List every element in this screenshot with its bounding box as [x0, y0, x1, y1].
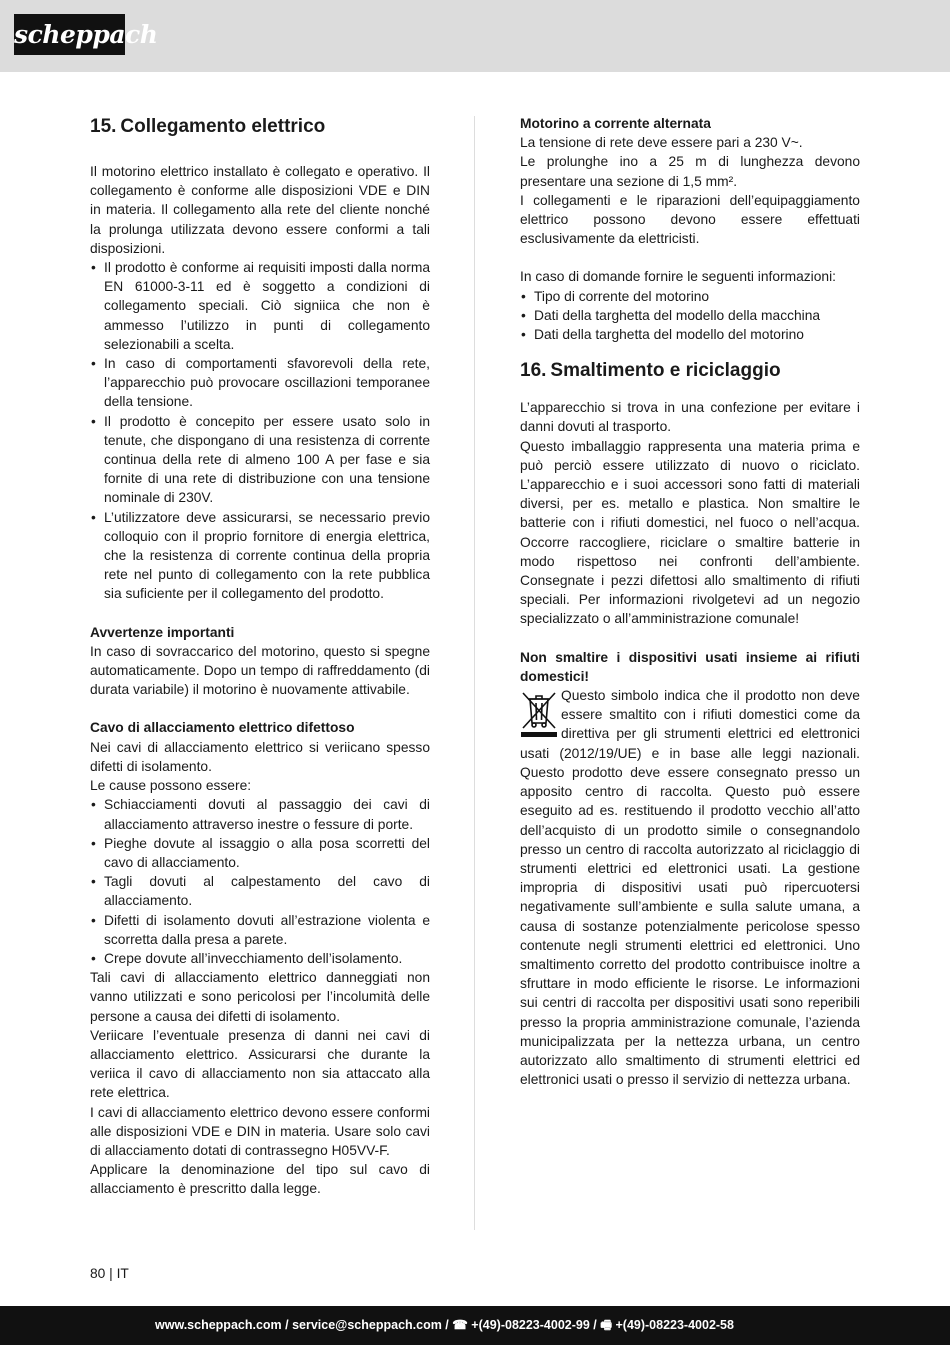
weee-block	[520, 686, 860, 1089]
column-divider	[474, 116, 475, 1230]
paragraph: In caso di domande fornire le seguenti informazioni:	[520, 269, 836, 285]
list-item: • Dati della targhetta del modello della macchina	[520, 306, 860, 325]
avvertenze-title: Avvertenze importanti	[90, 624, 235, 640]
paragraph: L’apparecchio si trova in una confezione per evitare i danni dovuti al trasporto.	[520, 400, 860, 435]
left-column	[90, 114, 430, 1199]
paragraph: La tensione di rete deve essere pari a 230 V~.	[520, 135, 803, 151]
paragraph: I cavi di allacciamento elettrico devono essere conformi alle disposizioni VDE e DIN in materia. Usare solo cavi di allacciamento dotati di contrassegno H05VV-F.	[90, 1104, 430, 1158]
list-item: • Pieghe dovute al issaggio o alla posa scorretti del cavo di allacciamento.	[90, 834, 430, 872]
list-item: • In caso di comportamenti sfavorevoli della rete, l’apparecchio può provocare oscillazioni temporanee della tensione.	[90, 354, 430, 412]
list-item: • Il prodotto è concepito per essere usato solo in tenute, che dispongano di una resistenza di corrente continua della rete di almeno 100 A per fase e sia fornite di una rete di distribuzione con una tensione nominale di 230V.	[90, 412, 430, 508]
list-item: • Tagli dovuti al calpestamento del cavo di allacciamento.	[90, 872, 430, 910]
motorino-title: Motorino a corrente alternata	[520, 116, 711, 131]
paragraph: Veriicare l’eventuale presenza di danni nei cavi di allacciamento elettrico. Assicurarsi che durante la veriica il cavo di allacciamento non sia attaccato alla rete elettrica.	[90, 1027, 430, 1101]
section-15-heading: 15. Collegamento elettrico	[90, 116, 326, 137]
section-16-heading: 16. Smaltimento e riciclaggio	[520, 360, 781, 382]
paragraph: Nei cavi di allacciamento elettrico si veriicano spesso difetti di isolamento.	[90, 739, 430, 774]
paragraph: I collegamenti e le riparazioni dell’equipaggiamento elettrico possono devono essere effettuati esclusivamente da elettricisti.	[520, 192, 860, 247]
requirements-list	[90, 258, 430, 604]
paragraph: Le prolunghe ino a 25 m di lunghezza devono presentare una sezione di 1,5 mm².	[520, 154, 860, 189]
list-item: • L’utilizzatore deve assicurarsi, se necessario previo colloquio con il proprio fornitore di energia elettrica, che la resistenza di corrente continua della propria rete nel punto di collegamento con la rete pubblica sia suficiente per il collegamento del prodotto.	[90, 508, 430, 604]
paragraph: Le cause possono essere:	[90, 778, 252, 794]
list-item: • Dati della targhetta del modello del motorino	[520, 325, 860, 344]
list-item: • Tipo di corrente del motorino	[520, 287, 860, 306]
avvertenze-text: In caso di sovraccarico del motorino, questo si spegne automaticamente. Dopo un tempo di raffreddamento (di durata variabile) il motorino è nuovamente attivabile.	[90, 643, 430, 698]
paragraph: Questo imballaggio rappresenta una materia prima e può perciò essere utilizzato di nuovo o riciclato. L’apparecchio e i suoi accessori sono fatti di materiali diversi, per es. metallo e plastica. Non smaltire le batterie con i rifiuti domestici, nel fuoco o nell’acqua. Occorre raccogliere, riciclare o smaltire batterie in modo rispettoso nei confronti dell’ambiente. Consegnate i pezzi difettosi allo smaltimento di rifiuti speciali. Per informazioni rivolgetevi ad un negozio specializzato o all’amministrazione comunale!	[520, 438, 860, 627]
scheppach-logo: scheppach	[14, 14, 125, 55]
warning-title: Non smaltire i dispositivi usati insieme ai rifiuti domestici!	[520, 649, 860, 684]
info-list	[520, 287, 860, 345]
crossed-bin-icon	[520, 690, 558, 738]
list-item: • Crepe dovute all’invecchiamento dell’isolamento.	[90, 949, 430, 968]
list-item: • Il prodotto è conforme ai requisiti imposti dalla norma EN 61000-3-11 ed è soggetto a condizioni di collegamento speciali. Ciò signiica che non è ammesso l’utilizzo in punti di collegamento selezionabili a scelta.	[90, 258, 430, 354]
weee-paragraph: Questo simbolo indica che il prodotto non deve essere smaltito con i rifiuti domestici come da direttiva per gli strumenti elettrici ed elettronici usati (2012/19/UE) e in base alle leggi nazionali. Questo prodotto deve essere consegnato presso un apposito centro di raccolta. Questo può essere eseguito ad es. restituendo il prodotto vecchio all’atto dell’acquisto di un prodotto simile o consegnandolo presso un centro di raccolta autorizzato al riciclaggio di strumenti elettrici ed elettronici usati. La gestione impropria di dispositivi usati può ripercuotersi negativamente sull’ambiente e sulla salute umana, a causa di sostanze potenzialmente pericolose spesso contenute negli strumenti elettrici ed elettronici. Uno smaltimento corretto del prodotto contribuisce inoltre a sfruttare in modo efficiente le risorse. Le informazioni sui centri di raccolta per dispositivi usati sono reperibili presso la propria amministrazione comunale, l’azienda municipalizzata per la nettezza urbana, un centro autorizzato allo smaltimento di strumenti elettrici ed elettronici usati o presso il servizio di nettezza urbana.	[520, 688, 860, 1088]
causes-list	[90, 795, 430, 968]
list-item: • Schiacciamenti dovuti al passaggio dei cavi di allacciamento attraverso inestre o fessure di porte.	[90, 795, 430, 833]
list-item: • Difetti di isolamento dovuti all’estrazione violenta e scorretta dalla presa a parete.	[90, 911, 430, 949]
page-footer	[0, 1306, 950, 1345]
paragraph: Applicare la denominazione del tipo sul cavo di allacciamento è prescritto dalla legge.	[90, 1162, 430, 1197]
page-header	[0, 0, 950, 72]
footer-contact: www.scheppach.com / service@scheppach.com / ☎ +(49)-08223-4002-99 / 🖷 +(49)-08223-4002-58	[155, 1318, 734, 1332]
right-column	[520, 114, 860, 1089]
page-number: 80 | IT	[90, 1266, 129, 1281]
cavo-title: Cavo di allacciamento elettrico difettoso	[90, 720, 355, 736]
intro-paragraph: Il motorino elettrico installato è collegato e operativo. Il collegamento è conforme alle disposizioni VDE e DIN in materia. Il collegamento alla rete del cliente nonché la prolunga utilizzata devono essere conformi a tali disposizioni.	[90, 164, 430, 256]
paragraph: Tali cavi di allacciamento elettrico danneggiati non vanno utilizzati e sono pericolosi per l’incolumità delle persone a causa dei difetti di isolamento.	[90, 970, 430, 1024]
